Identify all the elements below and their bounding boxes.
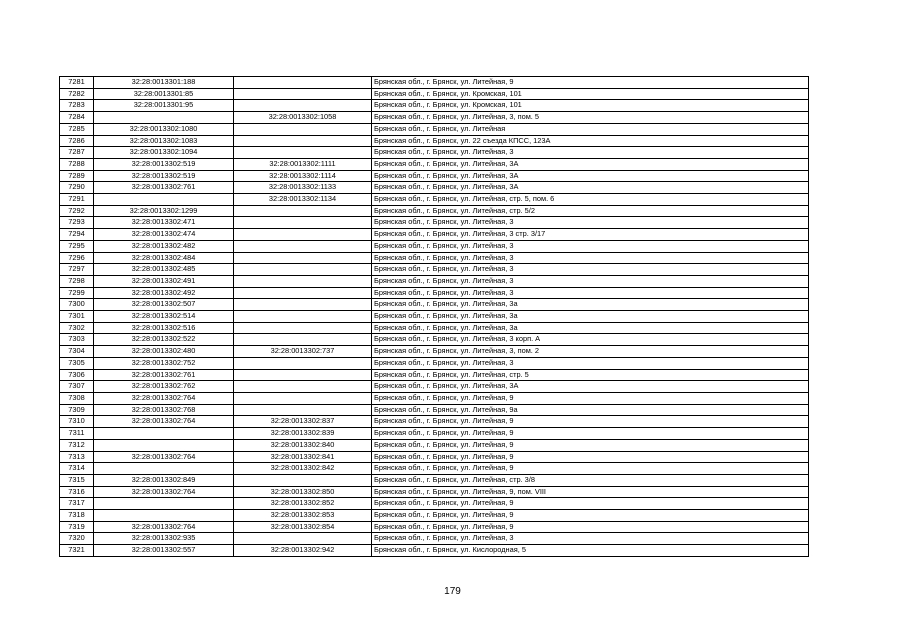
cadastral-number-cell: 32:28:0013302:516 bbox=[94, 322, 234, 334]
address-cell: Брянская обл., г. Брянск, ул. Литейная, 3А bbox=[372, 158, 809, 170]
row-number-cell: 7282 bbox=[60, 88, 94, 100]
address-cell: Брянская обл., г. Брянск, ул. Кислородная, 5 bbox=[372, 545, 809, 557]
address-cell: Брянская обл., г. Брянск, ул. Литейная, 9 bbox=[372, 521, 809, 533]
table-row bbox=[60, 100, 809, 112]
row-number-cell: 7319 bbox=[60, 521, 94, 533]
address-cell: Брянская обл., г. Брянск, ул. Литейная, 3, пом. 2 bbox=[372, 346, 809, 358]
registry-table-body bbox=[60, 77, 809, 557]
object-cadastral-number-cell: 32:28:0013302:850 bbox=[234, 486, 372, 498]
table-row bbox=[60, 77, 809, 89]
address-cell: Брянская обл., г. Брянск, ул. Литейная, 3 bbox=[372, 240, 809, 252]
row-number-cell: 7314 bbox=[60, 463, 94, 475]
address-cell: Брянская обл., г. Брянск, ул. Литейная, 9 bbox=[372, 392, 809, 404]
address-cell: Брянская обл., г. Брянск, ул. Литейная, 9 bbox=[372, 510, 809, 522]
row-number-cell: 7295 bbox=[60, 240, 94, 252]
object-cadastral-number-cell bbox=[234, 100, 372, 112]
table-row bbox=[60, 299, 809, 311]
table-row bbox=[60, 346, 809, 358]
row-number-cell: 7302 bbox=[60, 322, 94, 334]
address-cell: Брянская обл., г. Брянск, ул. Литейная, стр. 5/2 bbox=[372, 205, 809, 217]
cadastral-number-cell: 32:28:0013302:492 bbox=[94, 287, 234, 299]
cadastral-number-cell: 32:28:0013302:522 bbox=[94, 334, 234, 346]
table-row bbox=[60, 334, 809, 346]
object-cadastral-number-cell: 32:28:0013302:1111 bbox=[234, 158, 372, 170]
table-row bbox=[60, 112, 809, 124]
row-number-cell: 7288 bbox=[60, 158, 94, 170]
object-cadastral-number-cell bbox=[234, 322, 372, 334]
address-cell: Брянская обл., г. Брянск, ул. Литейная, 9, пом. VIII bbox=[372, 486, 809, 498]
address-cell: Брянская обл., г. Брянск, ул. Литейная, 3, пом. 5 bbox=[372, 112, 809, 124]
row-number-cell: 7311 bbox=[60, 428, 94, 440]
object-cadastral-number-cell bbox=[234, 77, 372, 89]
cadastral-number-cell: 32:28:0013302:474 bbox=[94, 229, 234, 241]
object-cadastral-number-cell bbox=[234, 252, 372, 264]
object-cadastral-number-cell bbox=[234, 240, 372, 252]
row-number-cell: 7286 bbox=[60, 135, 94, 147]
object-cadastral-number-cell: 32:28:0013302:837 bbox=[234, 416, 372, 428]
object-cadastral-number-cell bbox=[234, 533, 372, 545]
table-row bbox=[60, 392, 809, 404]
address-cell: Брянская обл., г. Брянск, ул. Литейная, 3 bbox=[372, 252, 809, 264]
table-row bbox=[60, 404, 809, 416]
object-cadastral-number-cell bbox=[234, 264, 372, 276]
address-cell: Брянская обл., г. Брянск, ул. Литейная, 3 bbox=[372, 275, 809, 287]
address-cell: Брянская обл., г. Брянск, ул. Литейная, 3 корп. А bbox=[372, 334, 809, 346]
address-cell: Брянская обл., г. Брянск, ул. Литейная, 9 bbox=[372, 439, 809, 451]
object-cadastral-number-cell bbox=[234, 392, 372, 404]
row-number-cell: 7310 bbox=[60, 416, 94, 428]
object-cadastral-number-cell: 32:28:0013302:1133 bbox=[234, 182, 372, 194]
object-cadastral-number-cell: 32:28:0013302:840 bbox=[234, 439, 372, 451]
table-row bbox=[60, 240, 809, 252]
object-cadastral-number-cell bbox=[234, 369, 372, 381]
cadastral-number-cell: 32:28:0013301:95 bbox=[94, 100, 234, 112]
row-number-cell: 7283 bbox=[60, 100, 94, 112]
object-cadastral-number-cell: 32:28:0013302:942 bbox=[234, 545, 372, 557]
address-cell: Брянская обл., г. Брянск, ул. Литейная, 3 bbox=[372, 287, 809, 299]
cadastral-number-cell bbox=[94, 428, 234, 440]
address-cell: Брянская обл., г. Брянск, ул. Литейная, 3 bbox=[372, 217, 809, 229]
cadastral-number-cell bbox=[94, 510, 234, 522]
object-cadastral-number-cell bbox=[234, 229, 372, 241]
row-number-cell: 7289 bbox=[60, 170, 94, 182]
table-row bbox=[60, 182, 809, 194]
address-cell: Брянская обл., г. Брянск, ул. Литейная, 9 bbox=[372, 498, 809, 510]
object-cadastral-number-cell: 32:28:0013302:853 bbox=[234, 510, 372, 522]
address-cell: Брянская обл., г. Брянск, ул. Литейная, стр. 5, пом. 6 bbox=[372, 194, 809, 206]
cadastral-number-cell: 32:28:0013302:482 bbox=[94, 240, 234, 252]
row-number-cell: 7308 bbox=[60, 392, 94, 404]
cadastral-number-cell: 32:28:0013302:752 bbox=[94, 357, 234, 369]
address-cell: Брянская обл., г. Брянск, ул. Литейная, стр. 5 bbox=[372, 369, 809, 381]
address-cell: Брянская обл., г. Брянск, ул. Литейная, 3А bbox=[372, 170, 809, 182]
object-cadastral-number-cell bbox=[234, 135, 372, 147]
cadastral-number-cell: 32:28:0013302:514 bbox=[94, 311, 234, 323]
table-row bbox=[60, 252, 809, 264]
cadastral-number-cell: 32:28:0013302:764 bbox=[94, 416, 234, 428]
object-cadastral-number-cell bbox=[234, 474, 372, 486]
table-row bbox=[60, 88, 809, 100]
object-cadastral-number-cell bbox=[234, 381, 372, 393]
address-cell: Брянская обл., г. Брянск, ул. Литейная, 3 bbox=[372, 533, 809, 545]
cadastral-number-cell bbox=[94, 439, 234, 451]
cadastral-number-cell bbox=[94, 463, 234, 475]
cadastral-number-cell: 32:28:0013302:480 bbox=[94, 346, 234, 358]
row-number-cell: 7309 bbox=[60, 404, 94, 416]
cadastral-number-cell: 32:28:0013302:484 bbox=[94, 252, 234, 264]
row-number-cell: 7317 bbox=[60, 498, 94, 510]
address-cell: Брянская обл., г. Брянск, ул. Литейная, 3 bbox=[372, 147, 809, 159]
table-row bbox=[60, 158, 809, 170]
row-number-cell: 7285 bbox=[60, 123, 94, 135]
cadastral-number-cell: 32:28:0013302:761 bbox=[94, 369, 234, 381]
table-row bbox=[60, 416, 809, 428]
table-row bbox=[60, 369, 809, 381]
row-number-cell: 7292 bbox=[60, 205, 94, 217]
cadastral-number-cell bbox=[94, 194, 234, 206]
object-cadastral-number-cell bbox=[234, 123, 372, 135]
row-number-cell: 7287 bbox=[60, 147, 94, 159]
cadastral-number-cell: 32:28:0013302:1094 bbox=[94, 147, 234, 159]
table-row bbox=[60, 451, 809, 463]
table-row bbox=[60, 357, 809, 369]
cadastral-number-cell: 32:28:0013302:491 bbox=[94, 275, 234, 287]
cadastral-number-cell: 32:28:0013302:485 bbox=[94, 264, 234, 276]
object-cadastral-number-cell: 32:28:0013302:852 bbox=[234, 498, 372, 510]
page-number: 179 bbox=[444, 586, 461, 597]
address-cell: Брянская обл., г. Брянск, ул. Литейная, 3А bbox=[372, 381, 809, 393]
address-cell: Брянская обл., г. Брянск, ул. Литейная, 3 стр. 3/17 bbox=[372, 229, 809, 241]
object-cadastral-number-cell: 32:28:0013302:1134 bbox=[234, 194, 372, 206]
address-cell: Брянская обл., г. Брянск, ул. 22 съезда КПСС, 123А bbox=[372, 135, 809, 147]
table-row bbox=[60, 170, 809, 182]
address-cell: Брянская обл., г. Брянск, ул. Литейная, 9 bbox=[372, 428, 809, 440]
object-cadastral-number-cell: 32:28:0013302:854 bbox=[234, 521, 372, 533]
table-row bbox=[60, 322, 809, 334]
cadastral-number-cell: 32:28:0013302:764 bbox=[94, 392, 234, 404]
cadastral-number-cell: 32:28:0013302:507 bbox=[94, 299, 234, 311]
row-number-cell: 7294 bbox=[60, 229, 94, 241]
cadastral-number-cell: 32:28:0013302:519 bbox=[94, 158, 234, 170]
object-cadastral-number-cell: 32:28:0013302:841 bbox=[234, 451, 372, 463]
table-row bbox=[60, 545, 809, 557]
object-cadastral-number-cell: 32:28:0013302:842 bbox=[234, 463, 372, 475]
object-cadastral-number-cell: 32:28:0013302:839 bbox=[234, 428, 372, 440]
object-cadastral-number-cell bbox=[234, 205, 372, 217]
address-cell: Брянская обл., г. Брянск, ул. Литейная bbox=[372, 123, 809, 135]
address-cell: Брянская обл., г. Брянск, ул. Литейная, стр. 3/8 bbox=[372, 474, 809, 486]
row-number-cell: 7304 bbox=[60, 346, 94, 358]
object-cadastral-number-cell bbox=[234, 299, 372, 311]
object-cadastral-number-cell: 32:28:0013302:1058 bbox=[234, 112, 372, 124]
table-row bbox=[60, 311, 809, 323]
address-cell: Брянская обл., г. Брянск, ул. Литейная, 3А bbox=[372, 182, 809, 194]
cadastral-number-cell: 32:28:0013302:557 bbox=[94, 545, 234, 557]
row-number-cell: 7318 bbox=[60, 510, 94, 522]
address-cell: Брянская обл., г. Брянск, ул. Кромская, 101 bbox=[372, 100, 809, 112]
cadastral-number-cell: 32:28:0013302:935 bbox=[94, 533, 234, 545]
row-number-cell: 7306 bbox=[60, 369, 94, 381]
cadastral-number-cell: 32:28:0013302:762 bbox=[94, 381, 234, 393]
table-row bbox=[60, 135, 809, 147]
object-cadastral-number-cell bbox=[234, 147, 372, 159]
table-row bbox=[60, 381, 809, 393]
table-row bbox=[60, 498, 809, 510]
row-number-cell: 7316 bbox=[60, 486, 94, 498]
object-cadastral-number-cell bbox=[234, 334, 372, 346]
table-row bbox=[60, 521, 809, 533]
address-cell: Брянская обл., г. Брянск, ул. Кромская, 101 bbox=[372, 88, 809, 100]
row-number-cell: 7297 bbox=[60, 264, 94, 276]
row-number-cell: 7313 bbox=[60, 451, 94, 463]
row-number-cell: 7305 bbox=[60, 357, 94, 369]
object-cadastral-number-cell bbox=[234, 275, 372, 287]
address-cell: Брянская обл., г. Брянск, ул. Литейная, 3а bbox=[372, 322, 809, 334]
row-number-cell: 7298 bbox=[60, 275, 94, 287]
row-number-cell: 7307 bbox=[60, 381, 94, 393]
row-number-cell: 7290 bbox=[60, 182, 94, 194]
cadastral-number-cell: 32:28:0013302:764 bbox=[94, 486, 234, 498]
row-number-cell: 7303 bbox=[60, 334, 94, 346]
object-cadastral-number-cell bbox=[234, 357, 372, 369]
table-row bbox=[60, 510, 809, 522]
object-cadastral-number-cell: 32:28:0013302:737 bbox=[234, 346, 372, 358]
cadastral-number-cell: 32:28:0013302:1083 bbox=[94, 135, 234, 147]
row-number-cell: 7296 bbox=[60, 252, 94, 264]
cadastral-number-cell: 32:28:0013302:1299 bbox=[94, 205, 234, 217]
cadastral-number-cell: 32:28:0013302:471 bbox=[94, 217, 234, 229]
table-row bbox=[60, 275, 809, 287]
cadastral-number-cell: 32:28:0013302:764 bbox=[94, 451, 234, 463]
address-cell: Брянская обл., г. Брянск, ул. Литейная, 3а bbox=[372, 311, 809, 323]
table-row bbox=[60, 428, 809, 440]
table-row bbox=[60, 287, 809, 299]
address-cell: Брянская обл., г. Брянск, ул. Литейная, 3а bbox=[372, 299, 809, 311]
address-cell: Брянская обл., г. Брянск, ул. Литейная, 3 bbox=[372, 357, 809, 369]
cadastral-number-cell: 32:28:0013301:188 bbox=[94, 77, 234, 89]
table-row bbox=[60, 486, 809, 498]
row-number-cell: 7293 bbox=[60, 217, 94, 229]
object-cadastral-number-cell: 32:28:0013302:1114 bbox=[234, 170, 372, 182]
row-number-cell: 7301 bbox=[60, 311, 94, 323]
cadastral-number-cell: 32:28:0013302:519 bbox=[94, 170, 234, 182]
cadastral-number-cell bbox=[94, 112, 234, 124]
address-cell: Брянская обл., г. Брянск, ул. Литейная, 9 bbox=[372, 416, 809, 428]
address-cell: Брянская обл., г. Брянск, ул. Литейная, 9 bbox=[372, 77, 809, 89]
table-row bbox=[60, 205, 809, 217]
row-number-cell: 7315 bbox=[60, 474, 94, 486]
address-cell: Брянская обл., г. Брянск, ул. Литейная, 3 bbox=[372, 264, 809, 276]
table-row bbox=[60, 439, 809, 451]
row-number-cell: 7320 bbox=[60, 533, 94, 545]
object-cadastral-number-cell bbox=[234, 287, 372, 299]
address-cell: Брянская обл., г. Брянск, ул. Литейная, 9 bbox=[372, 463, 809, 475]
row-number-cell: 7300 bbox=[60, 299, 94, 311]
cadastral-number-cell bbox=[94, 498, 234, 510]
row-number-cell: 7291 bbox=[60, 194, 94, 206]
table-row bbox=[60, 474, 809, 486]
row-number-cell: 7281 bbox=[60, 77, 94, 89]
table-row bbox=[60, 194, 809, 206]
cadastral-number-cell: 32:28:0013302:1080 bbox=[94, 123, 234, 135]
address-cell: Брянская обл., г. Брянск, ул. Литейная, 9а bbox=[372, 404, 809, 416]
table-row bbox=[60, 264, 809, 276]
object-cadastral-number-cell bbox=[234, 404, 372, 416]
address-cell: Брянская обл., г. Брянск, ул. Литейная, 9 bbox=[372, 451, 809, 463]
table-row bbox=[60, 463, 809, 475]
table-row bbox=[60, 147, 809, 159]
object-cadastral-number-cell bbox=[234, 88, 372, 100]
row-number-cell: 7321 bbox=[60, 545, 94, 557]
cadastral-number-cell: 32:28:0013302:764 bbox=[94, 521, 234, 533]
registry-table bbox=[59, 76, 809, 557]
object-cadastral-number-cell bbox=[234, 311, 372, 323]
cadastral-number-cell: 32:28:0013302:768 bbox=[94, 404, 234, 416]
table-row bbox=[60, 229, 809, 241]
table-row bbox=[60, 217, 809, 229]
cadastral-number-cell: 32:28:0013302:761 bbox=[94, 182, 234, 194]
cadastral-number-cell: 32:28:0013301:85 bbox=[94, 88, 234, 100]
row-number-cell: 7312 bbox=[60, 439, 94, 451]
cadastral-number-cell: 32:28:0013302:849 bbox=[94, 474, 234, 486]
row-number-cell: 7284 bbox=[60, 112, 94, 124]
table-row bbox=[60, 533, 809, 545]
object-cadastral-number-cell bbox=[234, 217, 372, 229]
row-number-cell: 7299 bbox=[60, 287, 94, 299]
table-row bbox=[60, 123, 809, 135]
